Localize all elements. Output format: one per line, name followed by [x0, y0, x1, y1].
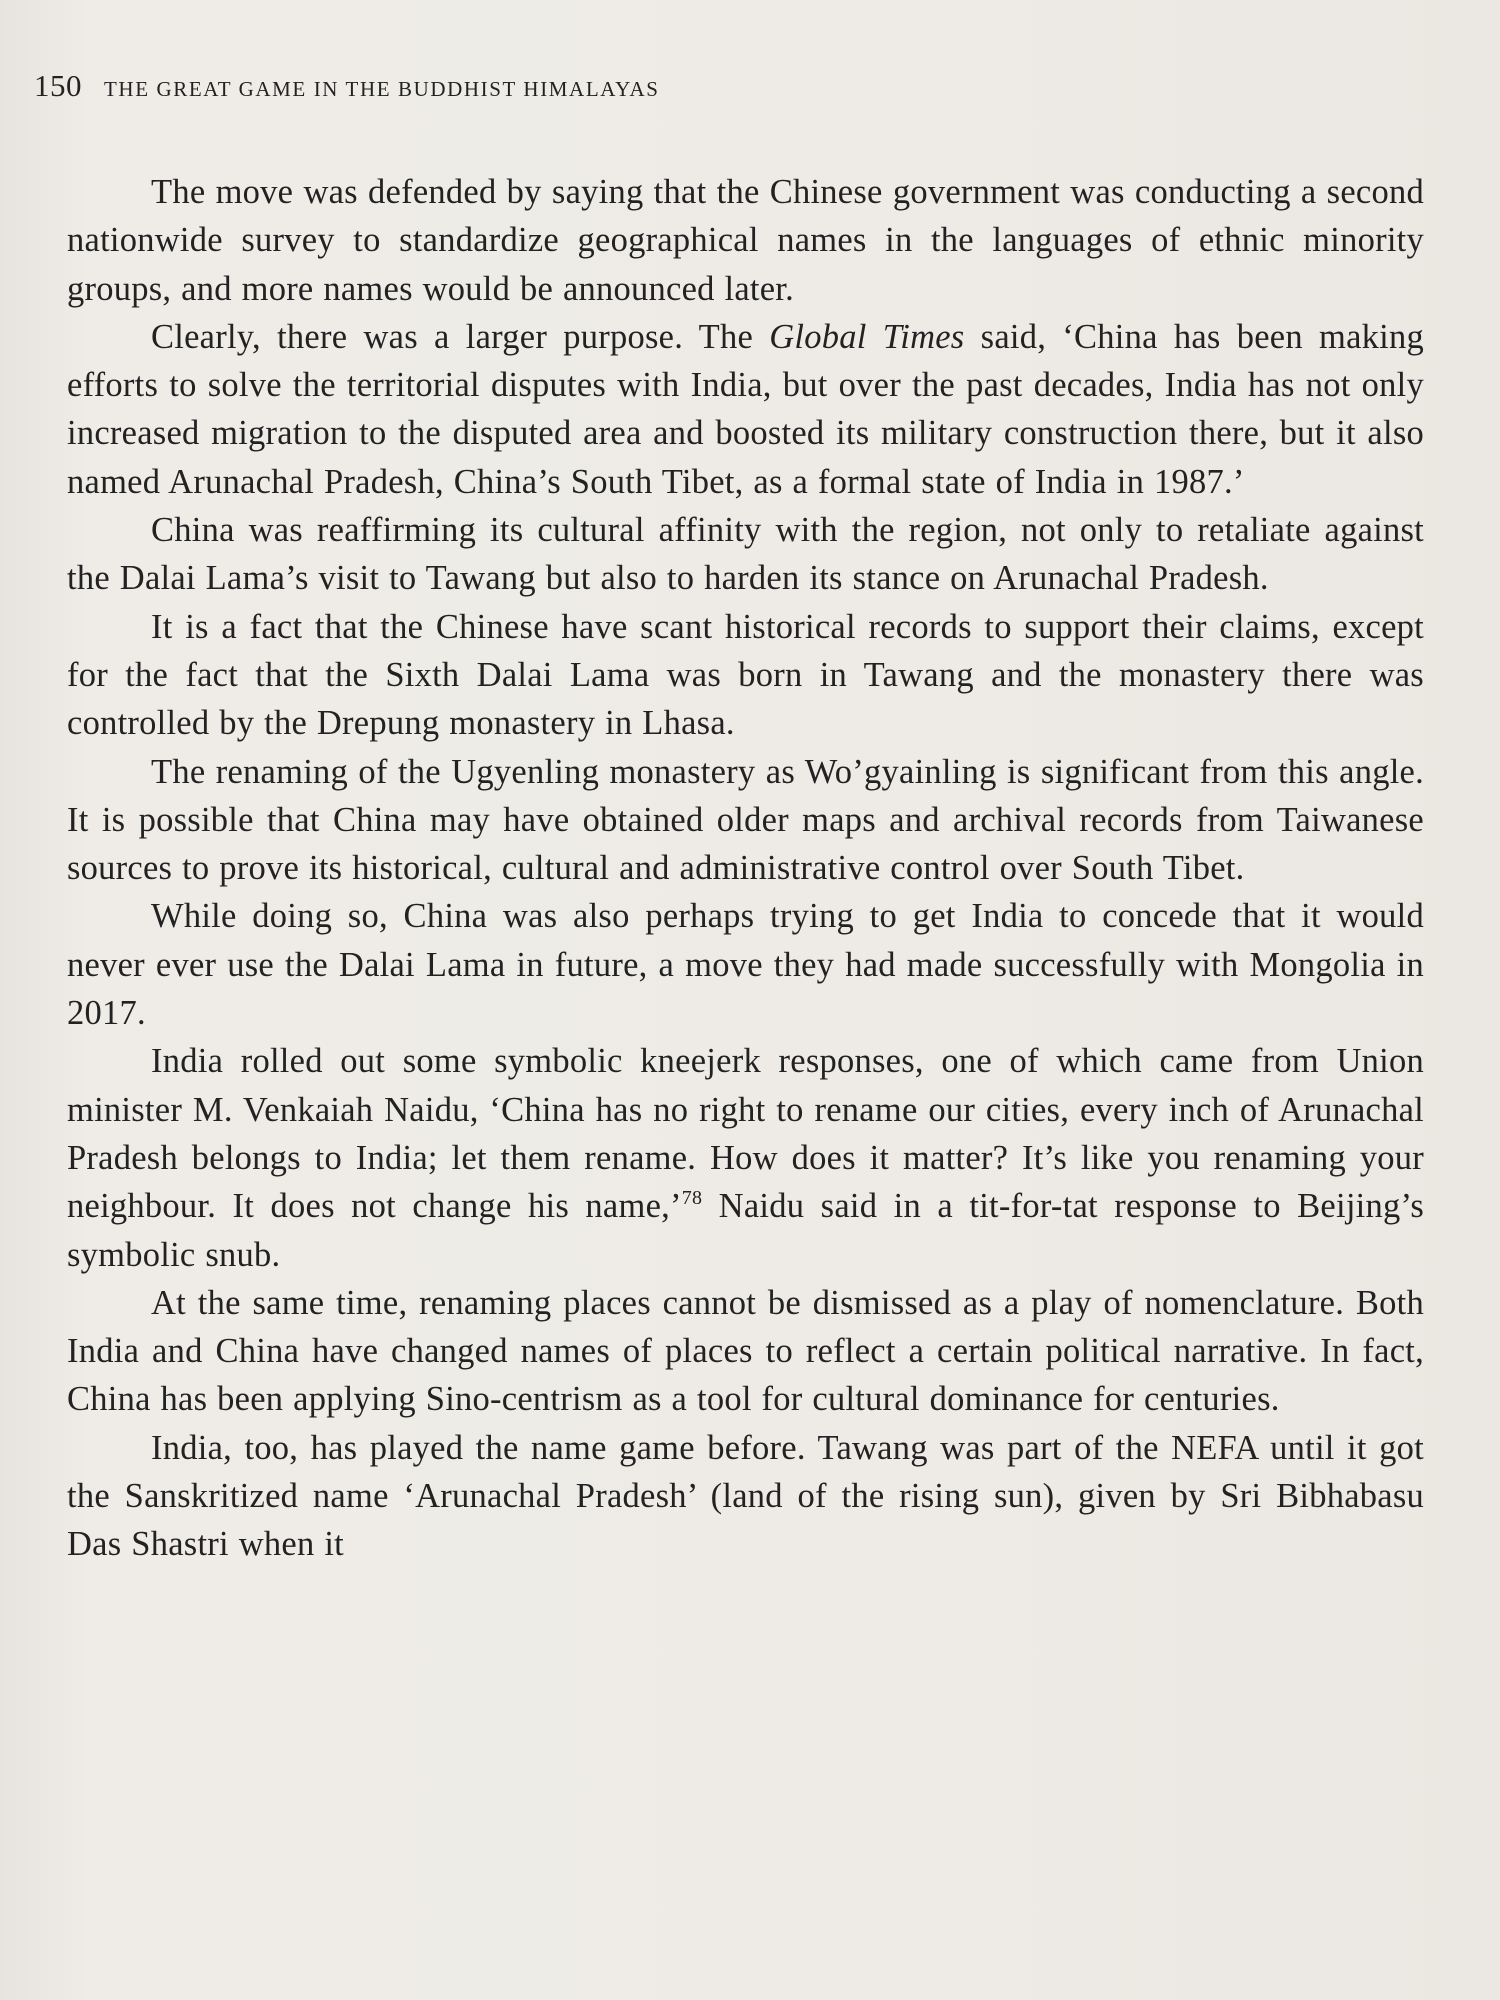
body-text — [67, 168, 1424, 1569]
paragraph-nomenclature: At the same time, renaming places cannot be dismissed as a play of nomenclature. Both India and China have changed names of places to reflect a certain political narrative. In fact, China has been applying Sino-centrism as a tool for cultural dominance for centuries. — [67, 1283, 1424, 1419]
paragraph-dalai-lama-future: While doing so, China was also perhaps trying to get India to concede that it would never ever use the Dalai Lama in future, a move they had made successfully with Mongolia in 2017. — [67, 897, 1424, 1033]
paragraph-text: India rolled out some symbolic kneejerk responses, one of which came from Union minister M. Venkaiah Naidu, ‘China has no right to rename our cities, every inch of Arunachal Pradesh belongs to India; let them rename. How does it matter? It’s like you renaming your neighbour. It does not change his name,’ — [67, 1042, 1424, 1226]
paragraph-naidu-response — [67, 1037, 1424, 1278]
paragraph-name-game: India, too, has played the name game before. Tawang was part of the NEFA until it got the Sanskritized name ‘Arunachal Pradesh’ (land of the rising sun), given by Sri Bibhabasu Das Shastri when it — [67, 1428, 1424, 1564]
page-number: 150 — [34, 68, 82, 103]
running-head — [34, 68, 1234, 108]
paragraph-text: Clearly, there was a larger purpose. The — [151, 317, 770, 356]
paragraph-survey: The move was defended by saying that the Chinese government was conducting a second nationwide survey to standardize geographical names in the languages of ethnic minority groups, and more names would be announced later. — [67, 173, 1424, 308]
paragraph-global-times — [67, 313, 1424, 506]
book-title: THE GREAT GAME IN THE BUDDHIST HIMALAYAS — [104, 77, 660, 101]
paragraph-historical-records: It is a fact that the Chinese have scant historical records to support their claims, except for the fact that the Sixth Dalai Lama was born in Tawang and the monastery there was controlled by the Drepung monastery in Lhasa. — [67, 607, 1424, 743]
paragraph-ugyenling: The renaming of the Ugyenling monastery as Wo’gyainling is significant from this angle. It is possible that China may have obtained older maps and archival records from Taiwanese sources to prove its historical, cultural and administrative control over South Tibet. — [67, 752, 1424, 888]
paragraph-text: said, ‘China has been making efforts to solve the territorial disputes with India, but over the past decades, India has not only increased migration to the disputed area and boosted its military construction there, but it also named Arunachal Pradesh, China’s South Tibet, as a formal state of India in 1987.’ — [67, 317, 1425, 501]
paragraph-cultural-affinity: China was reaffirming its cultural affinity with the region, not only to retaliate against the Dalai Lama’s visit to Tawang but also to harden its stance on Arunachal Pradesh. — [67, 511, 1424, 598]
footnote-marker: 78 — [681, 1187, 703, 1210]
paragraph-text: Naidu said in a tit-for-tat response to Beijing’s symbolic snub. — [67, 1187, 1424, 1274]
publication-title: Global Times — [769, 317, 965, 356]
